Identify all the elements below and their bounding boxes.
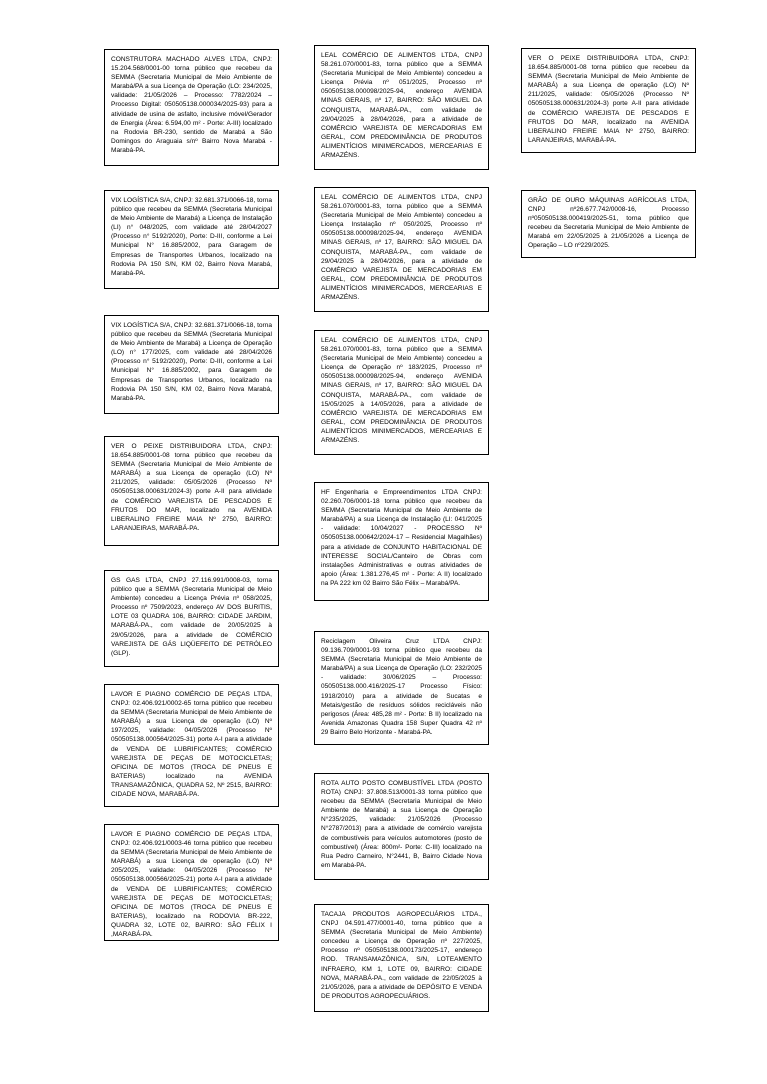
notice-text: VIX LOGÍSTICA S/A, CNPJ: 32.681.371/0066-18, torna público que recebeu da SEMMA (Secretaria Municipal de Meio Ambiente de Marabá) a Licença de Instalação (LI) n° 048/2025, com validade até 28/04/2027 (Processo n° 5192/2020), Porte: D-III, conforme a Lei Municipal N° 16.885/2002, para Garagem de Empresas de Transportes Urbanos, localizado na Rodovia PA 150 S/N, KM 02, Bairro Nova Marabá, Marabá-PA. xyxy=(111,197,272,277)
notice-grao-de-ouro xyxy=(521,190,696,258)
notice-text: LAVOR E PIAGNO COMÉRCIO DE PEÇAS LTDA, CNPJ: 02.406.921/0002-65 torna público que recebeu da SEMMA (Secretaria Municipal de Meio Ambiente de MARABÁ) a sua Licença de operação (LO) Nº 197/2025, validade: 04/05/2026 (Processo Nº 050505138.000564/2025-31) porte A-I para a atividade de VENDA DE LUBRIFICANTES; COMÉRCIO VAREJISTA DE PEÇAS DE MOTOCICLETAS; OFICINA DE MOTOS (TROCA DE PNEUS E BATERIAS) localizado na AVENIDA TRANSAMAZÔNICA, QUADRA 52, Nº 2515, BAIRRO: CIDADE NOVA, MARABÁ-PA. xyxy=(111,691,272,799)
notice-ver-o-peixe-2 xyxy=(521,48,696,153)
notice-ver-o-peixe-1 xyxy=(104,436,279,546)
notice-text: VER O PEIXE DISTRIBUIDORA LTDA, CNPJ: 18.654.885/0001-08 torna público que recebeu da SEMMA (Secretaria Municipal de Meio Ambiente de MARABÁ) a sua Licença de operação (LO) Nº 211/2025, validade: 05/05/2026 (Processo Nº 050505138.000631/2024-3) porte A-II para atividade de COMÉRCIO VAREJISTA DE PESCADOS E FRUTOS DO MAR, localizado na AVENIDA LIBERALINO FREIRE MAIA Nº 2750, BAIRRO: LARANJEIRAS, MARABÁ-PA. xyxy=(111,443,272,532)
notice-text: Reciclagem Oliveira Cruz LTDA CNPJ: 09.136.709/0001-93 torna público que recebeu da SEMMA (Secretaria Municipal de Meio Ambiente de Marabá/PA) a sua Licença de Operação (LO: 232/2025 - validade: 30/06/2025 – Processo: 050505138.000.416/2025-17 Processo Físico: 1918/2010) para a atividade de Sucatas e Metais/gestão de resíduos sólidos recicláveis não perigosos (Área: 485,28 m² - Porte: B II) localizado na Avenida Amazonas Quadra 158 Super Quadra 42 nº 29 Bairro Belo Horizonte - Marabá-PA. xyxy=(321,638,482,736)
notice-text: LEAL COMÉRCIO DE ALIMENTOS LTDA, CNPJ 58.261.070/0001-83, torna público que a SEMMA (Secretaria Municipal de Meio Ambiente) concedeu a Licença de Operação nº 183/2025, Processo nº 050505138.000098/2025-94, endereço AVENIDA MINAS GERAIS, nº 17, BAIRRO: SÃO MIGUEL DA CONQUISTA, MARABÁ-PA., com validade de 15/05/2025 à 14/05/2026, para a atividade de COMÉRCIO VAREJISTA DE MERCADORIAS EM GERAL, COM PREDOMINÂNCIA DE PRODUTOS ALIMENTÍCIOS MINIMERCADOS, MERCEARIAS E ARMAZÉNS. xyxy=(321,337,482,445)
notice-text: VIX LOGÍSTICA S/A, CNPJ: 32.681.371/0066-18, torna público que recebeu da SEMMA (Secretaria Municipal de Meio Ambiente de Marabá) a Licença de Operação (LO) n° 177/2025, com validade até 28/04/2026 (Processo n° 5192/2020), Porte: D-III, conforme a Lei Municipal N° 16.885/2002, para Garagem de Empresas de Transportes Urbanos, localizado na Rodovia PA 150 S/N, KM 02, Bairro Nova Marabá, Marabá-PA. xyxy=(111,322,272,402)
notice-gs-gas xyxy=(104,570,279,667)
notice-tacaja xyxy=(314,904,489,1012)
notice-text: VER O PEIXE DISTRIBUIDORA LTDA, CNPJ: 18.654.885/0001-08 torna público que recebeu da SEMMA (Secretaria Municipal de Meio Ambiente de MARABÁ) a sua Licença de operação (LO) Nº 211/2025, validade: 05/05/2026 (Processo Nº 050505138.000631/2024-3) porte A-II para atividade de COMÉRCIO VAREJISTA DE PESCADOS E FRUTOS DO MAR, localizado na AVENIDA LIBERALINO FREIRE MAIA Nº 2750, BAIRRO: LARANJEIRAS, MARABÁ-PA. xyxy=(528,55,689,144)
notice-lavor-piagno-2 xyxy=(104,824,279,941)
notice-leal-lp xyxy=(314,45,489,170)
notice-text: LAVOR E PIAGNO COMÉRCIO DE PEÇAS LTDA, CNPJ: 02.406.921/0003-46 torna público que recebeu da SEMMA (Secretaria Municipal de Meio Ambiente de MARABÁ) a sua Licença de operação (LO) Nº 205/2025, validade: 04/05/2026 (Processo Nº 050505138.000566/2025-21) porte A-I para a atividade de VENDA DE LUBRIFICANTES; COMÉRCIO VAREJISTA DE PEÇAS DE MOTOCICLETAS; OFICINA DE MOTOS (TROCA DE PNEUS E BATERIAS), localizado na RODOVIA BR-222, QUADRA 32, LOTE 02, BAIRRO: SÃO FÉLIX I ,MARABÁ-PA. xyxy=(111,831,272,939)
notice-reciclagem-oliveira-cruz xyxy=(314,631,489,745)
notice-vix-logistica-li xyxy=(104,190,279,289)
notice-text: LEAL COMÉRCIO DE ALIMENTOS LTDA, CNPJ 58.261.070/0001-83, torna público que a SEMMA (Secretaria Municipal de Meio Ambiente) concedeu a Licença Prévia nº 051/2025, Processo nº 050505138.000098/2025-94, endereço AVENIDA MINAS GERAIS, nº 17, BAIRRO: SÃO MIGUEL DA CONQUISTA, MARABÁ-PA., com validade de 29/04/2025 à 28/04/2026, para a atividade de COMÉRCIO VAREJISTA DE MERCADORIAS EM GERAL, COM PREDOMINÂNCIA DE PRODUTOS ALIMENTÍCIOS MINIMERCADOS, MERCEARIAS E ARMAZÉNS. xyxy=(321,52,482,160)
notice-leal-li xyxy=(314,187,489,312)
notice-lavor-piagno-1 xyxy=(104,684,279,807)
notice-construtora-machado-alves xyxy=(104,49,279,166)
notice-vix-logistica-lo xyxy=(104,315,279,414)
notice-text: GS GAS LTDA, CNPJ 27.116.991/0008-03, torna público que a SEMMA (Secretaria Municipal de Meio Ambiente) concedeu a Licença Prévia nº 058/2025, Processo nº 7509/2023, endereço AV DOS BURITIS, LOTE 03 QUADRA 106, BAIRRO: CIDADE JARDIM, MARABÁ-PA., com validade de 20/05/2025 à 29/05/2026, para a atividade de COMÉRCIO VAREJISTA DE GÁS LIQÜEFEITO DE PETRÓLEO (GLP). xyxy=(111,577,272,657)
notice-text: TACAJA PRODUTOS AGROPECUÁRIOS LTDA., CNPJ 04.591.477/0001-40, torna público que a SEMMA (Secretaria Municipal de Meio Ambiente) concedeu a Licença de Operação nº 227/2025, Processo nº 050505138.000173/2025-17, endereço ROD. TRANSAMAZÔNICA, S/N, LOTEAMENTO INFRAERO, KM 1, LOTE 09, BAIRRO: CIDADE NOVA, MARABÁ-PA., com validade de 22/05/2025 à 21/05/2026, para a atividade de DEPÓSITO E VENDA DE PRODUTOS AGROPECUÁRIOS. xyxy=(321,911,482,1000)
notice-hf-engenharia xyxy=(314,482,489,601)
notice-text: CONSTRUTORA MACHADO ALVES LTDA, CNPJ: 15.204.568/0001-00 torna público que recebeu da SEMMA (Secretaria Municipal de Meio Ambiente de Marabá/PA a sua Licença de Operação (LO: 234/2025, validade: 21/05/2026 – Processo: 7782/2024 – Processo Digital: 050505138.000034/2025-93) para a atividade de usina de asfalto, inclusive móvel/Gerador de Energia (Área: 6.594,00 m² - Porte: A-III) localizado na Rodovia BR-230, sentido de Marabá a São Domingos do Araguaia s/nº Bairro Nova Marabá - Marabá-PA. xyxy=(111,56,272,154)
notice-text: GRÃO DE OURO MÁQUINAS AGRÍCOLAS LTDA, CNPJ nº26.677.742/0008-16, Processo nº050505138.000419/2025-51, torna público que recebeu da Secretaria Municipal de Meio Ambiente de Marabá em 22/05/2025 à 21/05/2026 a Licença de Operação – LO nº229/2025. xyxy=(528,197,689,250)
notice-rota-auto-posto xyxy=(314,773,489,880)
notice-text: HF Engenharia e Empreendimentos LTDA CNPJ: 02.260.706/0001-18 torna público que recebeu da SEMMA (Secretaria Municipal de Meio Ambiente de Marabá/PA) a sua Licença de Instalação (LI: 041/2025 - validade: 10/04/2027 - PROCESSO Nº 050505138.000642/2024-17 – Residencial Magalhães) para a atividade de CONJUNTO HABITACIONAL DE INTERESSE SOCIAL/Canteiro de Obras com instalações Administrativas e outras atividades de apoio (Área: 1.381.276,45 m² - Porte: A II) localizado na PA 222 km 02 Bairro São Félix – Marabá/PA. xyxy=(321,489,482,587)
notice-text: ROTA AUTO POSTO COMBUSTÍVEL LTDA (POSTO ROTA) CNPJ: 37.808.513/0001-33 torna público que recebeu da SEMMA (Secretaria Municipal de Meio Ambiente de Marabá) a sua Licença de Operação N°235/2025, validade: 21/05/2026 (Processo N°2787/2013) para a atividade de comércio varejista de combustíveis para veículos automotores (posto de combustível) (Área: 800m²- Porte: C-III) localizado na Rua Pedro Carneiro, N°2441, B, Bairro Cidade Nova em Marabá-PA. xyxy=(321,780,482,869)
notice-text: LEAL COMÉRCIO DE ALIMENTOS LTDA, CNPJ 58.261.070/0001-83, torna público que a SEMMA (Secretaria Municipal de Meio Ambiente) concedeu a Licença Instalação nº 050/2025, Processo nº 050505138.000098/2025-94, endereço AVENIDA MINAS GERAIS, nº 17, BAIRRO: SÃO MIGUEL DA CONQUISTA, MARABÁ-PA., com validade de 29/04/2025 à 28/04/2026, para a atividade de COMÉRCIO VAREJISTA DE MERCADORIAS EM GERAL, COM PREDOMINÂNCIA DE PRODUTOS ALIMENTÍCIOS MINIMERCADOS, MERCEARIAS E ARMAZÉNS. xyxy=(321,194,482,302)
notice-leal-lo xyxy=(314,330,489,455)
